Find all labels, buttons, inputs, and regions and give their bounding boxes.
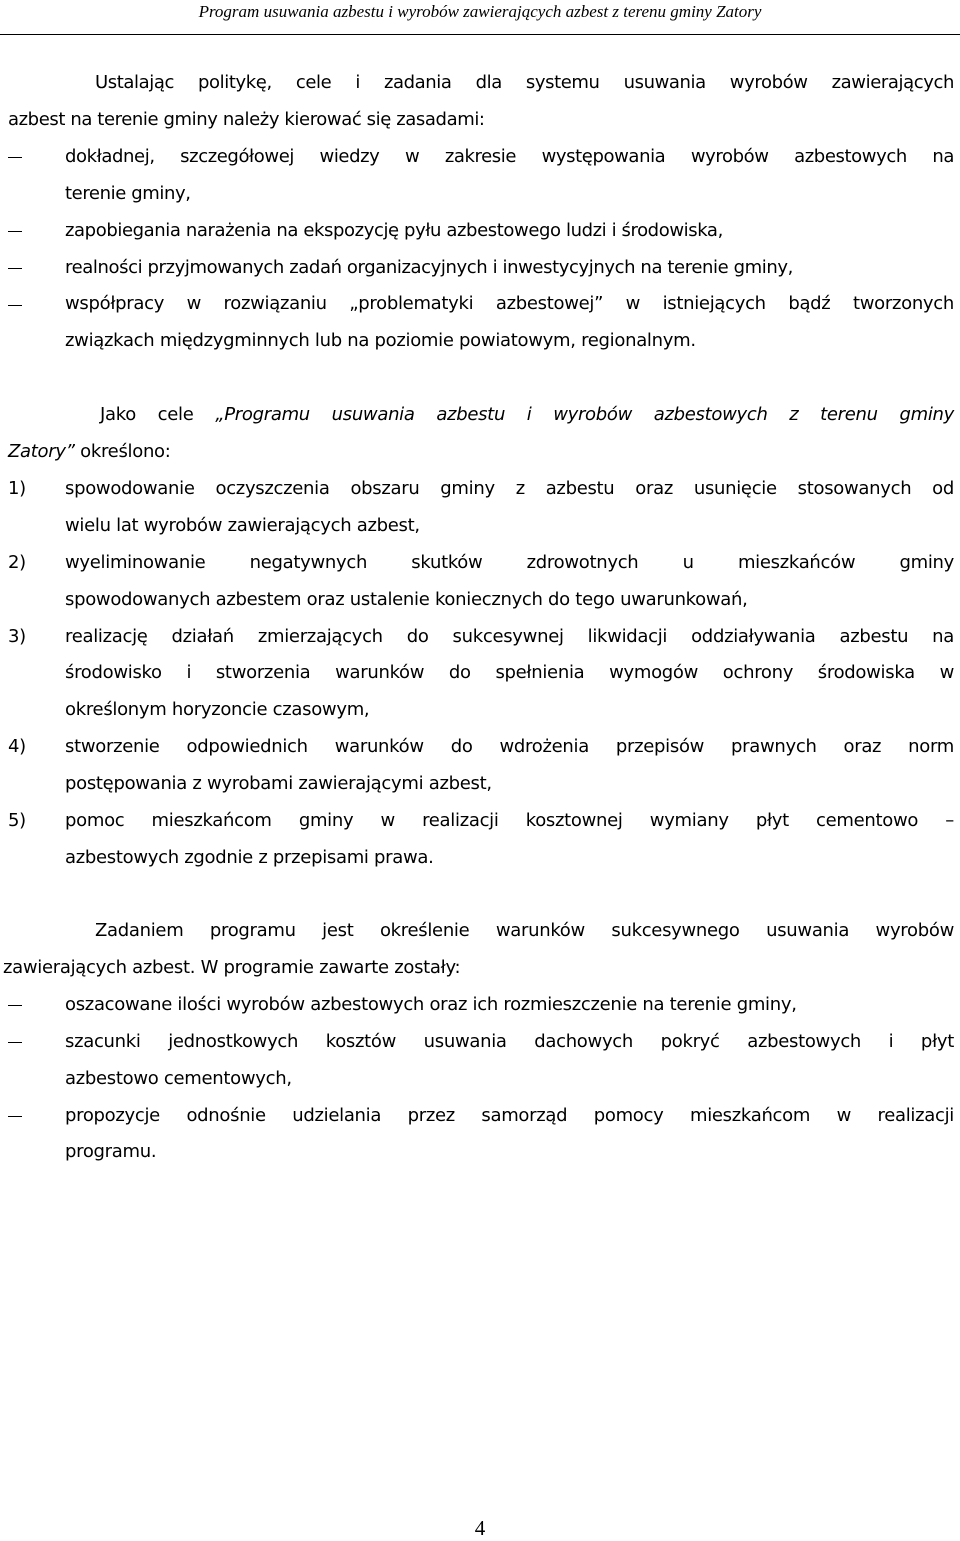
goal-number: 1) bbox=[8, 478, 26, 499]
principle-item-1-line1: dokładnej, szczegółowej wiedzy w zakresie występowania wyrobów azbestowych na bbox=[65, 146, 954, 167]
bullet-dash bbox=[8, 268, 22, 269]
bullet-dash bbox=[8, 157, 22, 158]
program-title-italic-end: Zatory” bbox=[8, 441, 75, 462]
principle-item-3: realności przyjmowanych zadań organizacyjnych i inwestycyjnych na terenie gminy, bbox=[65, 257, 793, 278]
contents-item-3-line2: programu. bbox=[65, 1141, 157, 1162]
goal-number: 4) bbox=[8, 736, 26, 757]
goal-item-5-line1: pomoc mieszkańcom gminy w realizacji kosztownej wymiany płyt cementowo – bbox=[65, 810, 954, 831]
goal-number: 2) bbox=[8, 552, 26, 573]
goal-item-1-line2: wielu lat wyrobów zawierających azbest, bbox=[65, 515, 420, 536]
goal-item-2-line2: spowodowanych azbestem oraz ustalenie koniecznych do tego uwarunkowań, bbox=[65, 589, 748, 610]
page-number: 4 bbox=[474, 1516, 486, 1540]
goal-item-4-line2: postępowania z wyrobami zawierającymi azbest, bbox=[65, 773, 492, 794]
bullet-dash bbox=[8, 1005, 22, 1006]
goal-item-5-line2: azbestowych zgodnie z przepisami prawa. bbox=[65, 847, 434, 868]
goals-intro-line1 bbox=[100, 404, 954, 426]
contents-item-2-line1: szacunki jednostkowych kosztów usuwania dachowych pokryć azbestowych i płyt bbox=[65, 1031, 954, 1052]
contents-item-2-line2: azbestowo cementowych, bbox=[65, 1068, 292, 1089]
bullet-dash bbox=[8, 305, 22, 306]
goal-item-3-line1: realizację działań zmierzających do sukcesywnej likwidacji oddziaływania azbestu na bbox=[65, 626, 954, 647]
goal-item-3-line3: określonym horyzoncie czasowym, bbox=[65, 699, 370, 720]
program-title-italic: „Programu usuwania azbestu i wyrobów azbestowych z terenu gminy bbox=[215, 404, 955, 425]
principle-item-2: zapobiegania narażenia na ekspozycję pyłu azbestowego ludzi i środowiska, bbox=[65, 220, 723, 241]
contents-intro-line2: zawierających azbest. W programie zawarte zostały: bbox=[3, 957, 461, 978]
bullet-dash bbox=[8, 1116, 22, 1117]
contents-intro-line1: Zadaniem programu jest określenie warunków sukcesywnego usuwania wyrobów bbox=[95, 920, 954, 941]
principles-intro-line1: Ustalając politykę, cele i zadania dla systemu usuwania wyrobów zawierających bbox=[95, 72, 954, 93]
header-rule bbox=[0, 34, 960, 35]
page-header: Program usuwania azbestu i wyrobów zawierających azbest z terenu gminy Zatory bbox=[198, 2, 762, 21]
goal-item-2-line1: wyeliminowanie negatywnych skutków zdrowotnych u mieszkańców gminy bbox=[65, 552, 954, 573]
goals-intro-prefix: Jako cele bbox=[100, 404, 216, 425]
principle-item-4-line2: związkach międzygminnych lub na poziomie powiatowym, regionalnym. bbox=[65, 330, 696, 351]
goal-item-4-line1: stworzenie odpowiednich warunków do wdrożenia przepisów prawnych oraz norm bbox=[65, 736, 954, 757]
goals-intro-line2 bbox=[8, 441, 171, 463]
principles-intro-line2: azbest na terenie gminy należy kierować się zasadami: bbox=[8, 109, 485, 130]
goal-number: 5) bbox=[8, 810, 26, 831]
principle-item-1-line2: terenie gminy, bbox=[65, 183, 191, 204]
goal-item-3-line2: środowisko i stworzenia warunków do spełnienia wymogów ochrony środowiska w bbox=[65, 662, 954, 683]
contents-item-3-line1: propozycje odnośnie udzielania przez samorząd pomocy mieszkańcom w realizacji bbox=[65, 1105, 954, 1126]
principle-item-4-line1: współpracy w rozwiązaniu „problematyki azbestowej” w istniejących bądź tworzonych bbox=[65, 293, 954, 314]
contents-item-1: oszacowane ilości wyrobów azbestowych oraz ich rozmieszczenie na terenie gminy, bbox=[65, 994, 797, 1015]
bullet-dash bbox=[8, 1042, 22, 1043]
goals-intro-suffix: określono: bbox=[74, 441, 171, 462]
bullet-dash bbox=[8, 231, 22, 232]
goal-item-1-line1: spowodowanie oczyszczenia obszaru gminy z azbestu oraz usunięcie stosowanych od bbox=[65, 478, 954, 499]
goal-number: 3) bbox=[8, 626, 26, 647]
